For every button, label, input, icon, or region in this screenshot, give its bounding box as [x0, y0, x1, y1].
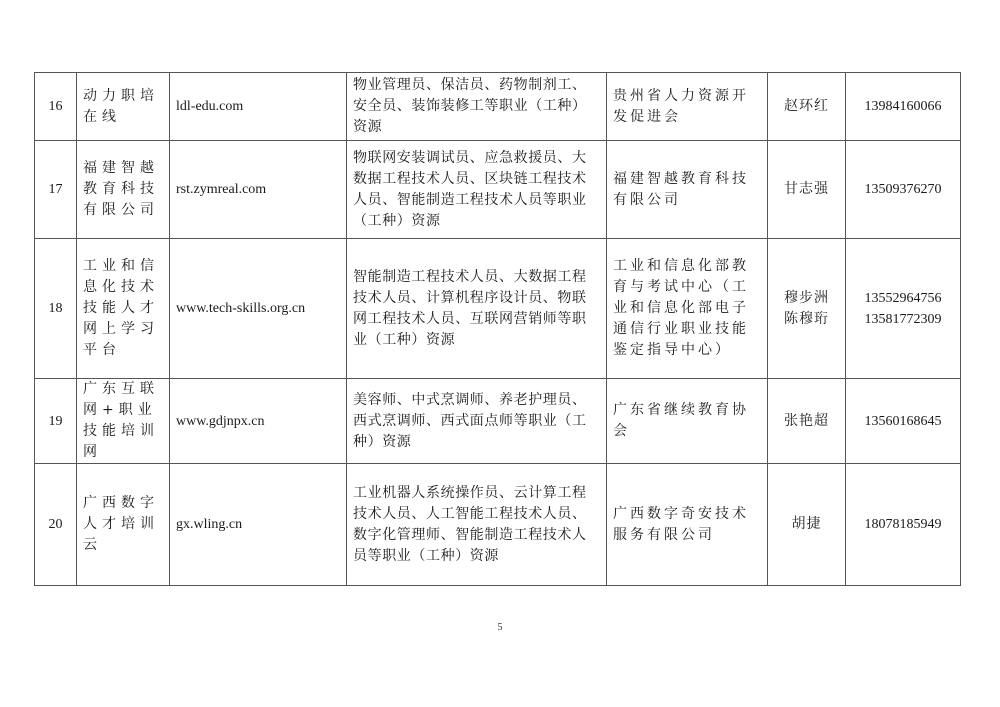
- organizer: 贵州省人力资源开发促进会: [607, 73, 768, 141]
- row-number: 18: [35, 239, 77, 379]
- phone-number: 13581772309: [864, 311, 942, 327]
- table-row: [35, 73, 961, 141]
- table-row: [35, 141, 961, 239]
- contact-phone: [846, 464, 961, 586]
- phone-number: 13560168645: [864, 413, 942, 429]
- contact-phone: [846, 141, 961, 239]
- phone-number: 13552964756: [864, 290, 942, 306]
- platform-name: 动力职培在线: [77, 73, 170, 141]
- platform-name: 福建智越教育科技有限公司: [77, 141, 170, 239]
- row-number: 20: [35, 464, 77, 586]
- contact-person: [768, 239, 846, 379]
- occupation-resources: 物联网安装调试员、应急救援员、大数据工程技术人员、区块链工程技术人员、智能制造工程技术人员等职业（工种）资源: [347, 141, 607, 239]
- contact-name: 陈穆珩: [784, 310, 829, 327]
- table-row: [35, 464, 961, 586]
- training-platform-table: [34, 72, 961, 586]
- contact-phone: [846, 239, 961, 379]
- contact-name: 穆步洲: [784, 289, 829, 306]
- table-row: [35, 239, 961, 379]
- contact-person: [768, 73, 846, 141]
- platform-url: ldl-edu.com: [170, 73, 347, 141]
- organizer: 广西数字奇安技术服务有限公司: [607, 464, 768, 586]
- contact-person: [768, 464, 846, 586]
- phone-number: 13984160066: [864, 99, 942, 114]
- contact-name: 张艳超: [784, 412, 829, 429]
- platform-name: 广西数字人才培训云: [77, 464, 170, 586]
- table-body: [35, 73, 961, 586]
- occupation-resources: 美容师、中式烹调师、养老护理员、西式烹调师、西式面点师等职业（工种）资源: [347, 379, 607, 464]
- contact-name: 胡捷: [791, 516, 822, 532]
- row-number: 16: [35, 73, 77, 141]
- table-row: [35, 379, 961, 464]
- contact-name: 赵环红: [784, 98, 829, 114]
- platform-name: 广东互联网+职业技能培训网: [77, 379, 170, 464]
- platform-url: gx.wling.cn: [170, 464, 347, 586]
- platform-name: 工业和信息化技术技能人才网上学习平台: [77, 239, 170, 379]
- organizer: 福建智越教育科技有限公司: [607, 141, 768, 239]
- phone-number: 18078185949: [864, 517, 942, 532]
- contact-name: 甘志强: [784, 181, 829, 197]
- platform-url: rst.zymreal.com: [170, 141, 347, 239]
- contact-phone: [846, 73, 961, 141]
- row-number: 17: [35, 141, 77, 239]
- phone-number: 13509376270: [864, 182, 942, 197]
- occupation-resources: 工业机器人系统操作员、云计算工程技术人员、人工智能工程技术人员、数字化管理师、智能制造工程技术人员等职业（工种）资源: [347, 464, 607, 586]
- contact-person: [768, 141, 846, 239]
- page-number: 5: [497, 622, 503, 633]
- organizer: 广东省继续教育协会: [607, 379, 768, 464]
- organizer: 工业和信息化部教育与考试中心（工业和信息化部电子通信行业职业技能鉴定指导中心）: [607, 239, 768, 379]
- row-number: 19: [35, 379, 77, 464]
- platform-url: www.tech-skills.org.cn: [170, 239, 347, 379]
- contact-person: [768, 379, 846, 464]
- platform-url: www.gdjnpx.cn: [170, 379, 347, 464]
- occupation-resources: 物业管理员、保洁员、药物制剂工、安全员、装饰装修工等职业（工种）资源: [347, 73, 607, 141]
- contact-phone: [846, 379, 961, 464]
- occupation-resources: 智能制造工程技术人员、大数据工程技术人员、计算机程序设计员、物联网工程技术人员、互联网营销师等职业（工种）资源: [347, 239, 607, 379]
